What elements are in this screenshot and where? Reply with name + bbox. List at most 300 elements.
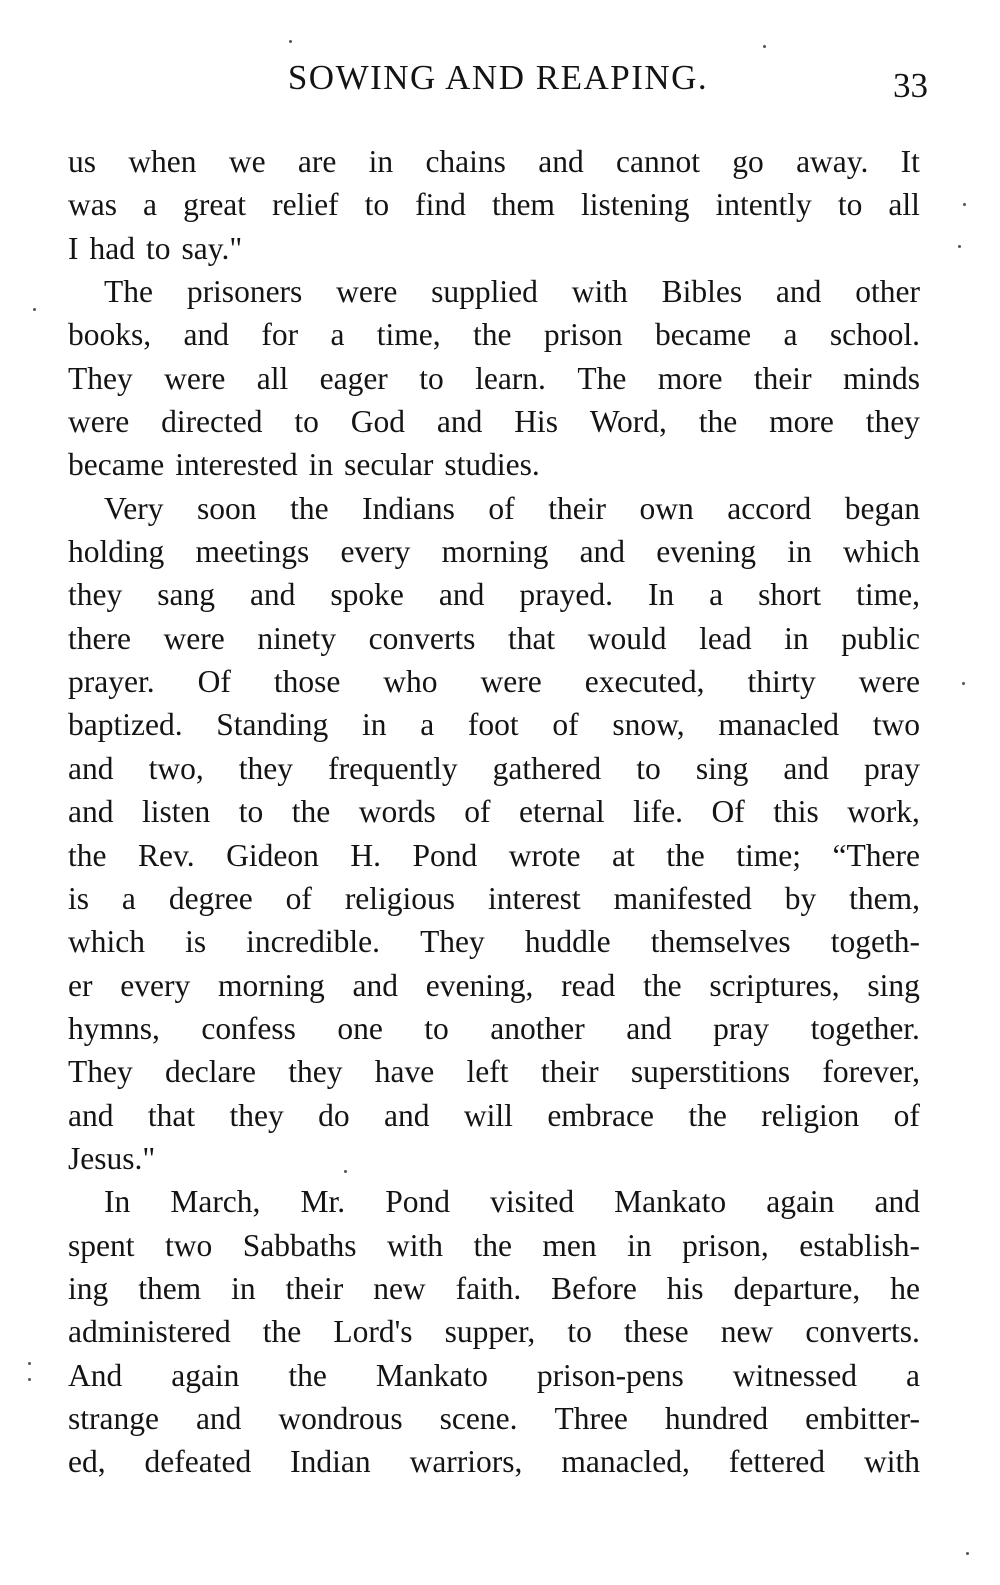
word: wondrous [278, 1400, 403, 1436]
text-line [68, 270, 920, 313]
word: find [415, 187, 466, 223]
word: a [783, 317, 798, 353]
word: for [261, 317, 299, 353]
word: were [163, 620, 225, 656]
word: a [330, 317, 345, 353]
word: visited [490, 1184, 575, 1220]
word: do [318, 1097, 350, 1133]
scan-speck [28, 1378, 31, 1381]
word: directed [161, 404, 263, 440]
word: Bibles [661, 274, 743, 310]
word: of [285, 880, 312, 916]
text-line [68, 140, 920, 183]
running-title: SOWING AND REAPING. [287, 58, 709, 97]
word: short [758, 577, 822, 613]
word: and [384, 1097, 430, 1133]
word: witnessed [732, 1357, 857, 1393]
word: which [68, 924, 145, 960]
word: every [120, 967, 191, 1003]
word: confess [201, 1010, 296, 1046]
text-line [68, 1137, 920, 1180]
word: and [195, 1400, 242, 1436]
word: who [383, 664, 438, 700]
word: sing [867, 967, 920, 1003]
word: gathered [492, 750, 602, 786]
word: the [288, 1357, 327, 1393]
text-line [68, 660, 920, 703]
word: them [138, 1270, 202, 1306]
word: Mr. [300, 1184, 346, 1220]
word: supplied [431, 274, 538, 310]
word: They [420, 924, 485, 960]
word: and [874, 1184, 920, 1220]
word: “There [832, 837, 920, 873]
word: of [893, 1097, 920, 1133]
word: Of [711, 794, 745, 830]
word: superstitions [630, 1054, 791, 1090]
word: the [666, 837, 705, 873]
word: intently [715, 187, 812, 223]
text-line [68, 1094, 920, 1137]
word: the [698, 404, 738, 440]
word: own [639, 490, 694, 526]
word: two [872, 707, 920, 743]
text-line [68, 1310, 920, 1353]
word: They [68, 1054, 133, 1090]
word: departure, [733, 1270, 861, 1306]
word: Rev. [138, 837, 195, 873]
scan-speck [763, 45, 766, 48]
word: at [612, 837, 635, 873]
text-line [68, 617, 920, 660]
word: in [308, 447, 334, 483]
word: time, [376, 317, 441, 353]
word: Indian [290, 1444, 371, 1480]
scan-speck [963, 203, 966, 206]
word: prison, [682, 1227, 769, 1263]
word: forever, [822, 1054, 920, 1090]
word: men [542, 1227, 597, 1263]
word: ninety [257, 620, 337, 656]
text-line [68, 703, 920, 746]
word: relief [272, 187, 339, 223]
word: prayer. [68, 664, 155, 700]
word: a [121, 880, 136, 916]
word: all [888, 187, 920, 223]
word: prison [543, 317, 623, 353]
word: their [285, 1270, 344, 1306]
word: minds [842, 360, 920, 396]
word: more [769, 404, 834, 440]
word: and [436, 404, 483, 440]
scan-speck [289, 40, 292, 43]
word: to [238, 794, 264, 830]
word: became [654, 317, 752, 353]
word: prison-pens [536, 1357, 684, 1393]
word: prayed. [519, 577, 613, 613]
word: scene. [439, 1400, 518, 1436]
word: embitter- [805, 1400, 920, 1436]
text-line [68, 1007, 920, 1050]
word: work, [847, 794, 920, 830]
word: in [368, 144, 394, 179]
word: and [775, 274, 822, 310]
word: go [732, 144, 764, 179]
word: to [364, 187, 390, 223]
word: more [657, 360, 723, 396]
word: of [488, 490, 515, 526]
word: to [424, 1010, 449, 1046]
word: and [438, 577, 485, 613]
word: away. [796, 144, 869, 179]
word: Mankato [614, 1184, 727, 1220]
word: would [587, 620, 667, 656]
word: there [68, 620, 131, 656]
word: Standing [216, 707, 329, 743]
word: Lord's [333, 1314, 413, 1350]
running-head [68, 58, 928, 108]
word: his [666, 1270, 704, 1306]
word: baptized. [68, 707, 183, 743]
word: again [171, 1357, 240, 1393]
word: Word, [589, 404, 667, 440]
word: And [68, 1357, 123, 1393]
word: the [473, 1227, 512, 1263]
word: Mankato [375, 1357, 488, 1393]
word: manacled, [561, 1444, 690, 1480]
word: with [571, 274, 628, 310]
word: studies. [444, 447, 540, 483]
word: their [548, 490, 606, 526]
text-line [68, 747, 920, 790]
word: the [688, 1097, 727, 1133]
word: new [373, 1270, 426, 1306]
word: Gideon [226, 837, 319, 873]
word: themselves [650, 924, 791, 960]
word: life. [633, 794, 684, 830]
word: the [291, 794, 331, 830]
word: of [464, 794, 491, 830]
word: huddle [524, 924, 611, 960]
word: His [514, 404, 558, 440]
word: to [145, 230, 171, 266]
word: Of [197, 664, 231, 700]
word: one [337, 1010, 383, 1046]
word: those [273, 664, 341, 700]
text-line [68, 530, 920, 573]
word: and [68, 1097, 114, 1133]
word: a [420, 707, 435, 743]
scan-speck [962, 682, 965, 685]
word: and [249, 577, 296, 613]
word: to [636, 750, 661, 786]
word: all [256, 360, 289, 396]
word: learn. [475, 360, 546, 396]
word: the [290, 490, 329, 526]
word: The [104, 274, 153, 310]
word: public [841, 620, 920, 656]
word: pray [864, 750, 920, 786]
word: the [262, 1314, 302, 1350]
word: chains [425, 144, 506, 179]
text-line [68, 790, 920, 833]
word: that [507, 620, 556, 656]
word: er [68, 967, 93, 1003]
word: a [709, 577, 724, 613]
word: secular [344, 447, 434, 483]
word: became [68, 447, 165, 483]
word: meetings [195, 534, 310, 570]
word: every [340, 534, 411, 570]
body-text [68, 140, 920, 1484]
word: will [463, 1097, 513, 1133]
word: declare [165, 1054, 256, 1090]
word: thirty [747, 664, 816, 700]
word: eternal [518, 794, 605, 830]
word: accord [727, 490, 812, 526]
text-line [68, 1050, 920, 1093]
word: and [579, 534, 626, 570]
word: holding [68, 534, 165, 570]
word: snow, [612, 707, 685, 743]
word: words [358, 794, 436, 830]
word: morning [441, 534, 549, 570]
word: foot [467, 707, 519, 743]
word: hymns, [68, 1010, 160, 1046]
word: hundred [664, 1400, 769, 1436]
word: religious [344, 880, 456, 916]
word: executed, [584, 664, 705, 700]
word: is [68, 880, 90, 916]
word: It [900, 144, 920, 179]
text-line [68, 1224, 920, 1267]
word: listening [581, 187, 690, 223]
word: were [480, 664, 542, 700]
word: with [386, 1227, 443, 1263]
word: the [643, 967, 682, 1003]
word: March, [170, 1184, 261, 1220]
word: Pond [412, 837, 478, 873]
word: In [104, 1184, 131, 1220]
word: sing [695, 750, 749, 786]
word: supper, [444, 1314, 536, 1350]
word: them, [849, 880, 920, 916]
word: in [362, 707, 387, 743]
word: togeth- [830, 924, 920, 960]
text-line [68, 227, 920, 270]
word: morning [217, 967, 325, 1003]
word: converts [368, 620, 476, 656]
word: in [784, 620, 809, 656]
scan-speck [33, 308, 36, 311]
word: which [842, 534, 920, 570]
word: was [68, 187, 117, 223]
word: Very [104, 490, 164, 526]
word: they [865, 404, 920, 440]
word: had [89, 230, 135, 266]
text-line [68, 1397, 920, 1440]
text-line [68, 573, 920, 616]
word: to [294, 404, 319, 440]
word: were [336, 274, 398, 310]
scan-speck [28, 1362, 31, 1365]
word: and [68, 794, 114, 830]
text-line [68, 357, 920, 400]
word: God [350, 404, 405, 440]
word: the [473, 317, 512, 353]
word: Sabbaths [242, 1227, 357, 1263]
word: wrote [508, 837, 581, 873]
word: in [787, 534, 812, 570]
word: pray [713, 1010, 770, 1046]
word: this [773, 794, 819, 830]
word: that [147, 1097, 196, 1133]
word: they [238, 750, 294, 786]
word: a [143, 187, 158, 223]
word: read [561, 967, 616, 1003]
word: they [288, 1054, 343, 1090]
text-line [68, 877, 920, 920]
word: left [466, 1054, 509, 1090]
word: of [552, 707, 579, 743]
word: and [352, 967, 398, 1003]
word: interest [487, 880, 581, 916]
word: establish- [799, 1227, 920, 1263]
word: were [858, 664, 920, 700]
word: manacled [718, 707, 840, 743]
word: to [567, 1314, 592, 1350]
word: say." [181, 230, 243, 266]
word: another [490, 1010, 585, 1046]
scan-speck [344, 1170, 347, 1173]
word: us [68, 144, 97, 179]
word: by [784, 880, 817, 916]
word: when [128, 144, 197, 179]
word: spoke [330, 577, 404, 613]
word: great [183, 187, 247, 223]
word: evening [656, 534, 756, 570]
word: school. [829, 317, 920, 353]
word: they [68, 577, 123, 613]
word: H. [350, 837, 381, 873]
word: have [374, 1054, 435, 1090]
word: to [837, 187, 863, 223]
word: warriors, [409, 1444, 523, 1480]
word: and [783, 750, 829, 786]
word: strange [68, 1400, 159, 1436]
word: degree [168, 880, 253, 916]
word: other [855, 274, 920, 310]
word: a [905, 1357, 920, 1393]
word: Indians [362, 490, 455, 526]
word: Jesus." [68, 1140, 156, 1176]
word: Pond [385, 1184, 450, 1220]
word: and [68, 750, 114, 786]
text-line [68, 183, 920, 226]
word: are [297, 144, 337, 179]
word: and [538, 144, 584, 179]
text-line [68, 1354, 920, 1397]
word: two, [148, 750, 204, 786]
word: and [183, 317, 229, 353]
word: incredible. [246, 924, 380, 960]
word: to [419, 360, 444, 396]
word: Three [554, 1400, 628, 1436]
word: In [647, 577, 675, 613]
word: spent [68, 1227, 135, 1263]
word: lead [699, 620, 752, 656]
word: faith. [455, 1270, 522, 1306]
word: cannot [616, 144, 700, 179]
page-number: 33 [893, 66, 928, 105]
word: I [68, 230, 79, 266]
word: and [626, 1010, 672, 1046]
word: again [766, 1184, 835, 1220]
word: prisoners [186, 274, 303, 310]
word: converts. [805, 1314, 920, 1350]
scan-speck [966, 1552, 969, 1555]
word: their [540, 1054, 599, 1090]
word: them [491, 187, 555, 223]
text-line [68, 313, 920, 356]
word: new [720, 1314, 774, 1350]
word: ed, [68, 1444, 106, 1480]
word: listen [141, 794, 211, 830]
word: their [753, 360, 812, 396]
word: They [68, 360, 133, 396]
text-line [68, 400, 920, 443]
text-line [68, 964, 920, 1007]
word: evening, [425, 967, 534, 1003]
word: these [623, 1314, 689, 1350]
word: together. [810, 1010, 920, 1046]
word: were [68, 404, 130, 440]
word: The [577, 360, 627, 396]
word: they [229, 1097, 284, 1133]
word: he [890, 1270, 920, 1306]
word: sang [157, 577, 215, 613]
word: administered [68, 1314, 231, 1350]
word: fettered [728, 1444, 826, 1480]
word: defeated [144, 1444, 252, 1480]
scan-speck [958, 245, 961, 248]
word: the [68, 837, 107, 873]
word: frequently [328, 750, 458, 786]
word: time; [736, 837, 802, 873]
text-line [68, 487, 920, 530]
word: were [164, 360, 226, 396]
text-line [68, 1180, 920, 1223]
word: embrace [547, 1097, 654, 1133]
word: time, [856, 577, 920, 613]
word: books, [68, 317, 152, 353]
word: two [164, 1227, 213, 1263]
word: manifested [613, 880, 752, 916]
word: interested [175, 447, 298, 483]
word: with [863, 1444, 920, 1480]
word: eager [319, 360, 388, 396]
word: soon [197, 490, 257, 526]
word: in [231, 1270, 256, 1306]
word: religion [761, 1097, 860, 1133]
word: began [844, 490, 920, 526]
word: scriptures, [709, 967, 840, 1003]
word: in [627, 1227, 652, 1263]
text-line [68, 443, 920, 486]
text-line [68, 834, 920, 877]
text-line [68, 920, 920, 963]
text-line [68, 1267, 920, 1310]
